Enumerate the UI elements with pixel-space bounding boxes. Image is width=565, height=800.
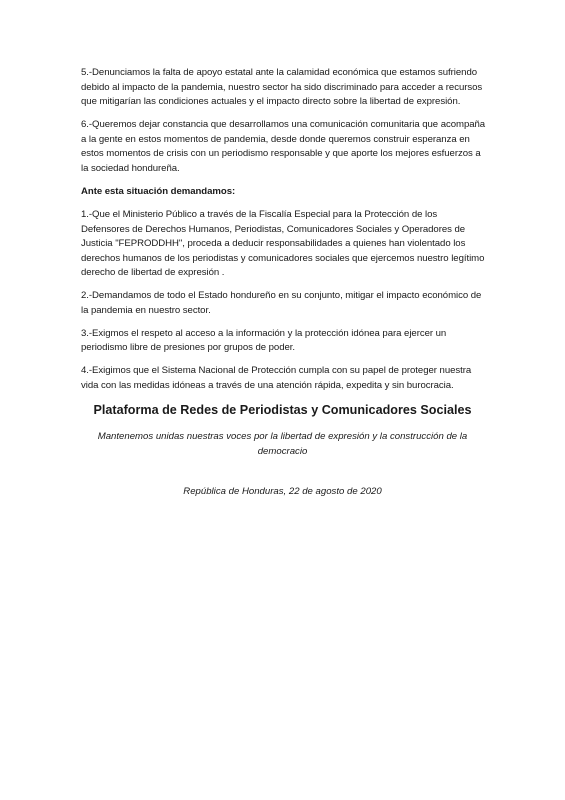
document-body [81, 66, 486, 402]
demand-1: 1.-Que el Ministerio Público a través de la Fiscalía Especial para la Protección de los Defensores de Derechos Humanos, Periodistas, Comunicadores Sociales y Operadores de Justicia "FEPRODDHH", proceda a deducir responsabilidades a quienes han violentado los derechos humanos de los periodistas y comunicadores sociales que ejercemos nuestro legítimo derecho de libertad de expresión . [81, 208, 485, 279]
paragraph-5: 5.-Denunciamos la falta de apoyo estatal ante la calamidad económica que estamos sufriendo debido al impacto de la pandemia, nuestro sector ha sido discriminado para acceder a recursos que mitigarían las condiciones actuales y el impacto directo sobre la libertad de expresión. [81, 67, 483, 108]
demand-3: 3.-Exigmos el respeto al acceso a la información y la protección idónea para ejercer un periodismo libre de presiones por grupos de poder. [81, 327, 447, 354]
demand-2: 2.-Demandamos de todo el Estado hondureño en su conjunto, mitigar el impacto económico de la pandemia en nuestro sector. [81, 290, 482, 316]
organization-motto: Mantenemos unidas nuestras voces por la libertad de expresión y la construcción de la democracio [97, 431, 468, 457]
demands-heading: Ante esta situación demandamos: [81, 185, 236, 197]
demand-4: 4.-Exigimos que el Sistema Nacional de Protección cumpla con su papel de proteger nuestra vida con las medidas idóneas a través de una atención rápida, expedita y sin burocracia. [81, 365, 472, 392]
organization-title: Plataforma de Redes de Periodistas y Comunicadores Sociales [93, 403, 472, 417]
paragraph-6: 6.-Queremos dejar constancia que desarrollamos una comunicación comunitaria que acompaña a la gente en estos momentos de pandemia, desde donde queremos construir esperanza en estos momentos de crisis con un periodismo responsable y que aporte los mejores esfuerzos a la sociedad hondureña. [81, 119, 486, 174]
place-date: República de Honduras, 22 de agosto de 2020 [183, 486, 382, 497]
